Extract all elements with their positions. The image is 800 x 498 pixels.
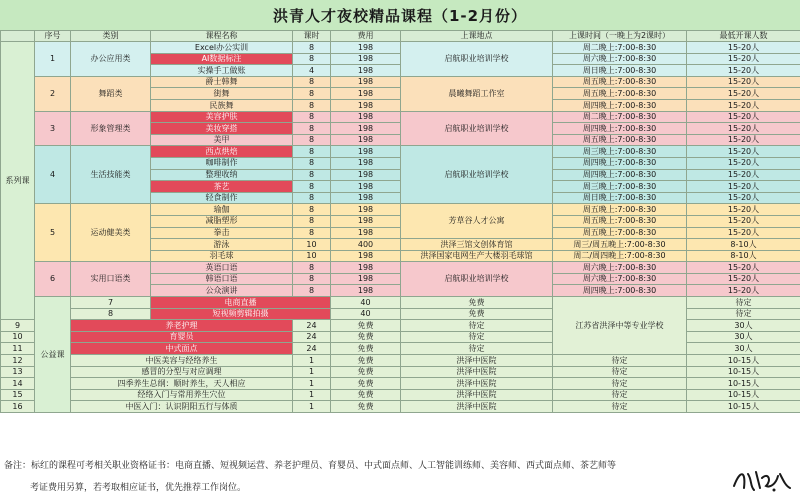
course-min: 15-20人	[687, 65, 800, 77]
course-name: 中医美容与经络养生	[71, 355, 293, 367]
course-min: 15-20人	[687, 227, 800, 239]
course-time: 待定	[553, 389, 687, 401]
course-name: 养老护理	[71, 320, 293, 332]
course-name: 茶艺	[151, 181, 293, 193]
course-min: 15-20人	[687, 169, 800, 181]
course-hours: 8	[293, 146, 331, 158]
course-fee: 198	[331, 215, 401, 227]
course-name: 拳击	[151, 227, 293, 239]
course-time: 周日晚上:7:00-8:30	[553, 65, 687, 77]
course-min: 15-20人	[687, 146, 800, 158]
course-name: 短视频剪辑拍摄	[151, 308, 331, 320]
group-location: 启航职业培训学校	[401, 42, 553, 77]
course-time: 待定	[401, 343, 553, 355]
group-no: 5	[35, 204, 71, 262]
header-min-people: 最低开课人数	[687, 31, 800, 42]
course-name: 中式面点	[71, 343, 293, 355]
course-fee: 198	[331, 169, 401, 181]
course-min: 15-20人	[687, 99, 800, 111]
course-time: 周三晚上:7:00-8:30	[553, 181, 687, 193]
course-location: 洪泽中医院	[401, 366, 553, 378]
course-no: 9	[1, 320, 35, 332]
group-category: 生活技能类	[71, 146, 151, 204]
course-fee: 免费	[331, 355, 401, 367]
group-no: 2	[35, 76, 71, 111]
course-name: 整理收纳	[151, 169, 293, 181]
course-name: 游泳	[151, 239, 293, 251]
course-time: 周三晚上:7:00-8:30	[553, 146, 687, 158]
course-min: 8-10人	[687, 239, 800, 251]
course-min: 10-15人	[687, 366, 800, 378]
course-min: 10-15人	[687, 378, 800, 390]
course-hours: 24	[293, 320, 331, 332]
course-hours: 4	[293, 65, 331, 77]
course-time: 周五晚上:7:00-8:30	[553, 227, 687, 239]
course-hours: 8	[293, 123, 331, 135]
course-name: 实操手工做账	[151, 65, 293, 77]
course-hours: 8	[293, 134, 331, 146]
course-name: 四季养生总纲：顺时养生，天人相应	[71, 378, 293, 390]
course-name: 感冒的分型与对应调理	[71, 366, 293, 378]
course-time: 待定	[553, 355, 687, 367]
course-min: 8-10人	[687, 250, 800, 262]
course-fee: 免费	[331, 320, 401, 332]
course-name: 西点烘焙	[151, 146, 293, 158]
course-time: 周四晚上:7:00-8:30	[553, 123, 687, 135]
course-hours: 8	[293, 273, 331, 285]
course-name: 电商直播	[151, 297, 331, 309]
course-min: 15-20人	[687, 262, 800, 274]
course-name: 美甲	[151, 134, 293, 146]
course-hours: 10	[293, 250, 331, 262]
course-name: 中医入门：认识阴阳五行与体质	[71, 401, 293, 413]
course-time: 周五晚上:7:00-8:30	[553, 215, 687, 227]
note-line-1: 备注：标红的课程可考相关职业资格证书：电商直播、短视频运营、养老护理员、育婴员、中式面点师、人工智能训练师、美容师、西式面点师、茶艺师等	[4, 461, 617, 471]
course-no: 10	[1, 331, 35, 343]
course-name: 减脂塑形	[151, 215, 293, 227]
course-hours: 8	[293, 192, 331, 204]
course-location: 洪泽中医院	[401, 389, 553, 401]
course-no: 16	[1, 401, 35, 413]
course-min: 15-20人	[687, 215, 800, 227]
group-category: 舞蹈类	[71, 76, 151, 111]
course-fee: 免费	[331, 378, 401, 390]
table-row	[1, 355, 800, 367]
course-fee: 198	[331, 123, 401, 135]
course-name: 街舞	[151, 88, 293, 100]
course-fee: 198	[331, 157, 401, 169]
course-name: 经络入门与常用养生穴位	[71, 389, 293, 401]
course-time: 周三/周五晚上:7:00-8:30	[553, 239, 687, 251]
course-min: 10-15人	[687, 401, 800, 413]
course-fee: 198	[331, 192, 401, 204]
course-name: 美容护肤	[151, 111, 293, 123]
course-min: 15-20人	[687, 53, 800, 65]
course-no: 8	[71, 308, 151, 320]
course-name: 美妆穿搭	[151, 123, 293, 135]
course-name: 羽毛球	[151, 250, 293, 262]
course-fee: 免费	[401, 297, 553, 309]
course-min: 15-20人	[687, 134, 800, 146]
header-time: 上课时间（一晚上为2课时）	[553, 31, 687, 42]
course-time: 周四晚上:7:00-8:30	[553, 169, 687, 181]
header-location: 上课地点	[401, 31, 553, 42]
course-hours: 40	[331, 297, 401, 309]
course-name: 爵士韩舞	[151, 76, 293, 88]
table-row	[1, 111, 800, 123]
notes-panel	[0, 452, 800, 498]
table-row	[1, 389, 800, 401]
course-min: 15-20人	[687, 157, 800, 169]
group-no: 3	[35, 111, 71, 146]
course-name: 英语口语	[151, 262, 293, 274]
group-no: 6	[35, 262, 71, 297]
course-hours: 1	[293, 366, 331, 378]
course-hours: 8	[293, 181, 331, 193]
course-time: 周六晚上:7:00-8:30	[553, 53, 687, 65]
course-time: 周日晚上:7:00-8:30	[553, 192, 687, 204]
group-location: 启航职业培训学校	[401, 111, 553, 146]
course-time: 周四晚上:7:00-8:30	[553, 157, 687, 169]
course-hours: 8	[293, 111, 331, 123]
course-min: 15-20人	[687, 192, 800, 204]
header-fee: 费用	[331, 31, 401, 42]
course-time: 周六晚上:7:00-8:30	[553, 262, 687, 274]
course-fee: 198	[331, 88, 401, 100]
table-row	[1, 76, 800, 88]
course-location: 洪泽三馆文创体育馆	[401, 239, 553, 251]
course-time: 周二晚上:7:00-8:30	[553, 42, 687, 54]
course-name: 民族舞	[151, 99, 293, 111]
note-line-2: 考证费用另算，若考取相应证书，优先推荐工作岗位。	[30, 483, 247, 493]
course-min: 30人	[687, 331, 800, 343]
header-row	[1, 31, 800, 42]
page-title: 洪青人才夜校精品课程（1-2月份）	[0, 0, 800, 31]
course-location: 洪泽中医院	[401, 401, 553, 413]
course-fee: 免费	[401, 308, 553, 320]
course-time: 待定	[687, 308, 800, 320]
course-hours: 8	[293, 285, 331, 297]
course-time: 周六晚上:7:00-8:30	[553, 273, 687, 285]
course-fee: 198	[331, 273, 401, 285]
course-min: 15-20人	[687, 88, 800, 100]
course-min: 30人	[687, 343, 800, 355]
course-min: 15-20人	[687, 181, 800, 193]
course-table	[0, 30, 800, 413]
course-hours: 8	[293, 262, 331, 274]
course-fee: 198	[331, 111, 401, 123]
course-name: 咖啡制作	[151, 157, 293, 169]
header-no: 序号	[35, 31, 71, 42]
course-no: 12	[1, 355, 35, 367]
course-name: AI数据标注	[151, 53, 293, 65]
course-hours: 24	[293, 331, 331, 343]
group-location: 芳草谷人才公寓	[401, 204, 553, 239]
course-hours: 1	[293, 401, 331, 413]
table-row	[1, 262, 800, 274]
course-fee: 免费	[331, 343, 401, 355]
course-name: 育婴员	[71, 331, 293, 343]
course-time: 待定	[553, 378, 687, 390]
course-hours: 8	[293, 53, 331, 65]
course-fee: 免费	[331, 331, 401, 343]
group-category: 办公应用类	[71, 42, 151, 77]
course-min: 15-20人	[687, 123, 800, 135]
course-no: 7	[71, 297, 151, 309]
course-min: 15-20人	[687, 42, 800, 54]
course-name: 轻食制作	[151, 192, 293, 204]
course-hours: 8	[293, 88, 331, 100]
public-location: 江苏省洪泽中等专业学校	[553, 297, 687, 355]
course-no: 14	[1, 378, 35, 390]
course-time: 待定	[401, 320, 553, 332]
course-fee: 198	[331, 250, 401, 262]
header-category: 类别	[71, 31, 151, 42]
course-fee: 198	[331, 285, 401, 297]
course-min: 15-20人	[687, 285, 800, 297]
table-row	[1, 204, 800, 216]
course-min: 10-15人	[687, 389, 800, 401]
course-min: 15-20人	[687, 111, 800, 123]
course-time: 周四晚上:7:00-8:30	[553, 285, 687, 297]
course-no: 11	[1, 343, 35, 355]
course-location: 洪泽国家电网生产大楼羽毛球馆	[401, 250, 553, 262]
group-location: 启航职业培训学校	[401, 262, 553, 297]
group-location: 晨曦舞蹈工作室	[401, 76, 553, 111]
course-fee: 免费	[331, 389, 401, 401]
table-row	[1, 378, 800, 390]
course-time: 待定	[553, 401, 687, 413]
brush-calligraphy-logo-icon	[730, 466, 794, 494]
course-name: Excel办公实训	[151, 42, 293, 54]
course-fee: 198	[331, 204, 401, 216]
course-hours: 8	[293, 227, 331, 239]
course-no: 13	[1, 366, 35, 378]
section-series-label: 系列课	[1, 42, 35, 320]
course-hours: 1	[293, 378, 331, 390]
course-fee: 198	[331, 146, 401, 158]
course-time: 周五晚上:7:00-8:30	[553, 204, 687, 216]
course-location: 洪泽中医院	[401, 355, 553, 367]
course-min: 15-20人	[687, 273, 800, 285]
course-fee: 198	[331, 76, 401, 88]
header-course-name: 课程名称	[151, 31, 293, 42]
course-fee: 198	[331, 65, 401, 77]
course-hours: 8	[293, 42, 331, 54]
course-fee: 198	[331, 134, 401, 146]
course-hours: 8	[293, 204, 331, 216]
table-row	[1, 297, 800, 309]
course-hours: 1	[293, 355, 331, 367]
course-time: 周五晚上:7:00-8:30	[553, 88, 687, 100]
course-hours: 40	[331, 308, 401, 320]
table-row	[1, 401, 800, 413]
course-time: 待定	[687, 297, 800, 309]
header-section	[1, 31, 35, 42]
course-hours: 8	[293, 157, 331, 169]
course-hours: 8	[293, 99, 331, 111]
course-time: 待定	[553, 366, 687, 378]
course-hours: 8	[293, 169, 331, 181]
table-row	[1, 42, 800, 54]
course-time: 待定	[401, 331, 553, 343]
group-category: 形象管理类	[71, 111, 151, 146]
table-row	[1, 146, 800, 158]
course-min: 30人	[687, 320, 800, 332]
course-fee: 198	[331, 262, 401, 274]
course-time: 周四晚上:7:00-8:30	[553, 99, 687, 111]
course-fee: 198	[331, 42, 401, 54]
course-no: 15	[1, 389, 35, 401]
group-location: 启航职业培训学校	[401, 146, 553, 204]
header-hours: 课时	[293, 31, 331, 42]
course-time: 周五晚上:7:00-8:30	[553, 76, 687, 88]
group-category: 运动健美类	[71, 204, 151, 262]
group-no: 4	[35, 146, 71, 204]
course-hours: 8	[293, 215, 331, 227]
course-location: 洪泽中医院	[401, 378, 553, 390]
group-no: 1	[35, 42, 71, 77]
course-min: 10-15人	[687, 355, 800, 367]
course-name: 韩语口语	[151, 273, 293, 285]
group-category: 实用口语类	[71, 262, 151, 297]
course-min: 15-20人	[687, 204, 800, 216]
course-name: 公众演讲	[151, 285, 293, 297]
course-fee: 198	[331, 227, 401, 239]
course-time: 周二晚上:7:00-8:30	[553, 111, 687, 123]
course-min: 15-20人	[687, 76, 800, 88]
course-fee: 198	[331, 99, 401, 111]
course-fee: 198	[331, 181, 401, 193]
course-hours: 8	[293, 76, 331, 88]
table-row	[1, 366, 800, 378]
course-fee: 免费	[331, 366, 401, 378]
course-time: 周二/周四晚上:7:00-8:30	[553, 250, 687, 262]
course-hours: 24	[293, 343, 331, 355]
section-public-label: 公益课	[35, 297, 71, 413]
course-fee: 免费	[331, 401, 401, 413]
course-time: 周五晚上:7:00-8:30	[553, 134, 687, 146]
course-name: 瑜伽	[151, 204, 293, 216]
course-hours: 1	[293, 389, 331, 401]
course-fee: 198	[331, 53, 401, 65]
course-hours: 10	[293, 239, 331, 251]
course-fee: 400	[331, 239, 401, 251]
